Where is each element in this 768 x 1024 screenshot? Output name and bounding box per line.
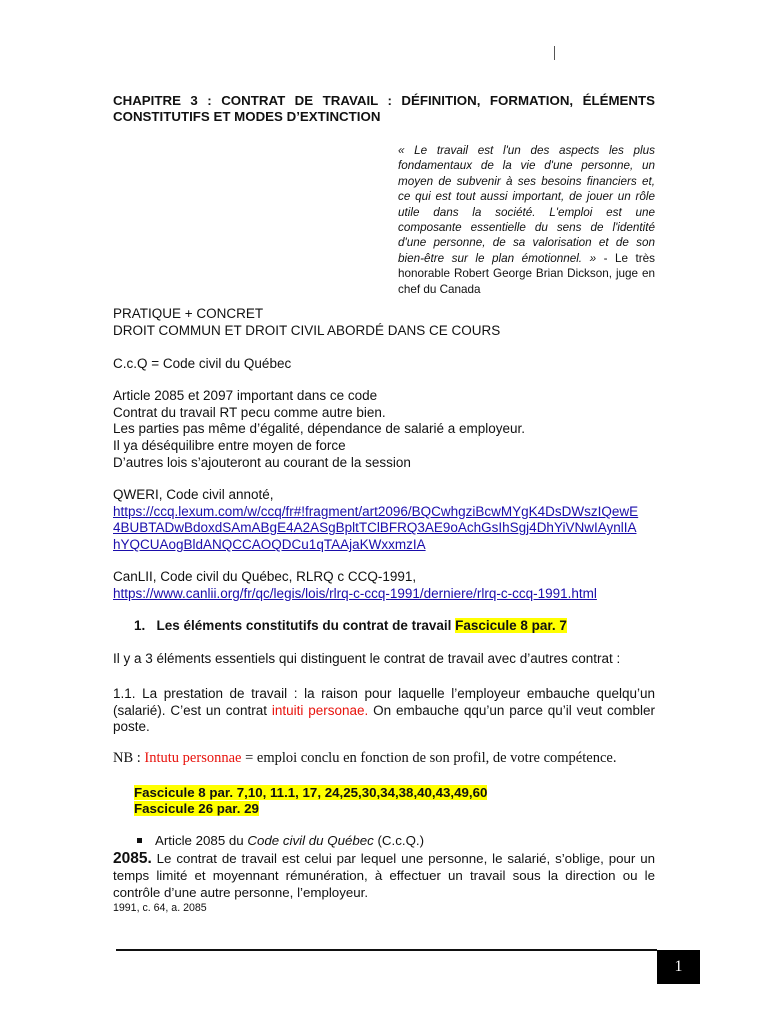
fascicule-references: [134, 785, 487, 817]
note-line: Les parties pas même d’égalité, dépendance de salarié a employeur.: [113, 421, 526, 437]
note-line: Contrat du travail RT pecu comme autre bien.: [113, 404, 386, 420]
intro-line-2: DROIT COMMUN ET DROIT CIVIL ABORDÉ DANS CE COURS: [113, 322, 501, 338]
chapter-title: CHAPITRE 3 : CONTRAT DE TRAVAIL : DÉFINITION, FORMATION, ÉLÉMENTS CONSTITUTIFS ET MODES D’EXTINCTION: [113, 93, 655, 124]
fascicule-line-1: Fascicule 8 par. 7,10, 11.1, 17, 24,25,30,34,38,40,43,49,60: [134, 785, 488, 800]
notes-block: [113, 388, 525, 472]
reference-label: QWERI, Code civil annoté,: [113, 487, 274, 502]
paragraph-text: 1.1. La prestation de travail : la raison pour laquelle l’employeur embauche quelqu’un (salarié). C’est un contrat: [113, 686, 655, 718]
qweri-link-line-1[interactable]: https://ccq.lexum.com/w/ccq/fr#!fragment/art2096/BQCwhgziBcwMYgK4DsDWszIQewE: [113, 503, 639, 519]
qweri-link-line-3[interactable]: hYQCUAogBldANQCCAOQDCu1qTAAjaKWxxmzIA: [113, 537, 426, 553]
article-2085: [113, 850, 655, 901]
intro-line-1: PRATIQUE + CONCRET: [113, 306, 264, 321]
bullet-square-icon: [137, 838, 142, 843]
reference-canlii: [113, 569, 597, 602]
bullet-item: [137, 833, 424, 848]
section-number: 1.: [134, 618, 146, 633]
note-line: D’autres lois s’ajouteront au courant de la session: [113, 454, 411, 470]
nb-text: = emploi conclu en fonction de son profil, de votre compétence.: [241, 750, 617, 766]
qweri-link-line-2[interactable]: 4BUBTADwBdoxdSAmABgE4A2ASgBpltTClBFRQ3AE9oAchGsIhSgj4DhYiVNwIAynlIA: [113, 520, 637, 536]
highlighted-fascicule-ref: Fascicule 8 par. 7: [455, 618, 567, 633]
paragraph-text: On embauche qqu’un parce qu’il veut combler poste.: [113, 702, 655, 735]
fascicule-line-2: Fascicule 26 par. 29: [134, 801, 259, 816]
section-title: Les éléments constitutifs du contrat de travail: [156, 618, 456, 633]
section-heading: [134, 618, 567, 633]
ccq-definition: C.c.Q = Code civil du Québec: [113, 356, 292, 371]
nb-prefix: NB :: [113, 750, 145, 766]
epigraph-quote: [398, 143, 655, 297]
section-intro: Il y a 3 éléments essentiels qui distinguent le contrat de travail avec d’autres contrat :: [113, 651, 621, 666]
article-number: 2085.: [113, 850, 152, 867]
reference-label: CanLII, Code civil du Québec, RLRQ c CCQ-1991,: [113, 569, 417, 584]
bullet-text: (C.c.Q.): [373, 833, 425, 848]
page-number: 1: [657, 950, 700, 984]
canlii-link[interactable]: https://www.canlii.org/fr/qc/legis/lois/rlrq-c-ccq-1991/derniere/rlrq-c-ccq-1991.html: [113, 585, 597, 601]
article-text: Le contrat de travail est celui par lequel une personne, le salarié, s’oblige, pour un temps limité et moyennant rémunération, à effectuer un travail sous la direction ou le contrôle d’une autre personne, l’employeur.: [113, 851, 655, 900]
note-line: Il ya déséquilibre entre moyen de force: [113, 438, 346, 454]
footer-rule: [116, 949, 657, 951]
red-term: Intutu personnae: [144, 750, 242, 766]
article-reference: 1991, c. 64, a. 2085: [113, 902, 207, 914]
note-line: Article 2085 et 2097 important dans ce code: [113, 388, 378, 403]
text-cursor-mark: [554, 46, 555, 60]
bullet-text: Article 2085 du: [155, 833, 248, 848]
nb-note: [113, 750, 616, 767]
reference-qweri: [113, 487, 638, 554]
intro-block: [113, 306, 500, 339]
red-term: intuiti personae.: [271, 702, 369, 718]
quote-attribution: - Le très honorable Robert George Brian Dickson, juge en chef du Canada: [398, 251, 656, 296]
bullet-italic-title: Code civil du Québec: [247, 833, 374, 848]
paragraph-1-1: [113, 686, 655, 736]
quote-text: « Le travail est l'un des aspects les plus fondamentaux de la vie d'une personne, un moyen de subvenir à ses besoins financiers et, ce qui est tout aussi important, de jouer un rôle utile dans la société. L'emploi est une composante essentielle du sens de l'identité d'une personne, de sa valorisation et de son bien-être sur le plan émotionnel. »: [398, 144, 655, 265]
